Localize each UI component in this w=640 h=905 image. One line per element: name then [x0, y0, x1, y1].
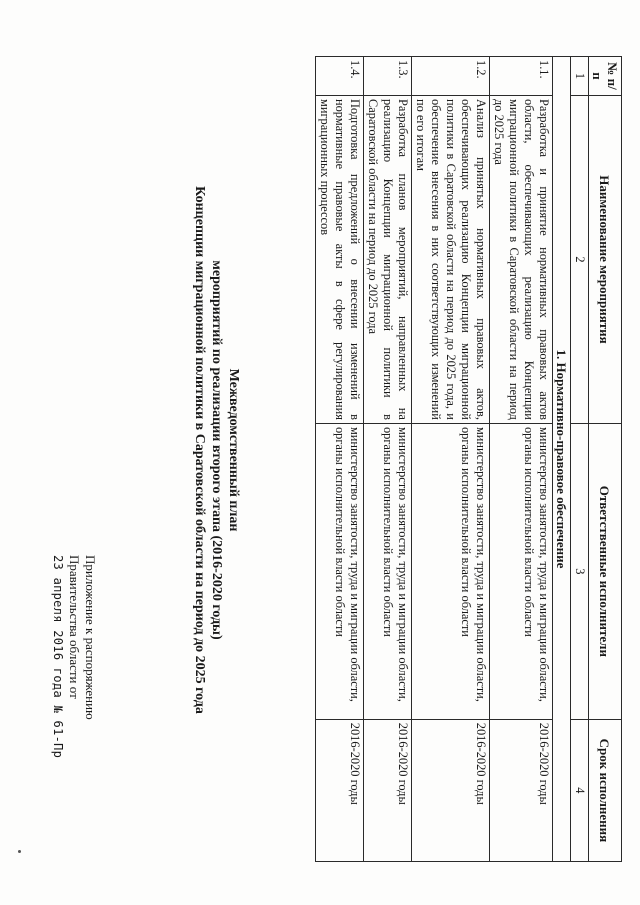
- appendix-line-1: Приложение к распоряжению: [83, 555, 98, 720]
- scan-speck: [18, 850, 21, 853]
- heading-line-3: Концепции миграционной политики в Саратовской области на период до 2025 года: [192, 186, 207, 714]
- column-number: 2: [571, 95, 589, 423]
- row-executors: министерство занятости, труда и миграции области, органы исполнительной власти области: [316, 423, 364, 719]
- row-action: Подготовка предложений о внесении изменений в нормативные правовые акты в сфере регулирования миграционных процессов: [316, 95, 364, 423]
- table-row: [316, 57, 364, 862]
- row-executors: министерство занятости, труда и миграции области, органы исполнительной власти области: [490, 423, 553, 719]
- row-number: 1.4.: [316, 57, 364, 96]
- row-number: 1.1.: [490, 57, 553, 96]
- section-row: [553, 57, 571, 862]
- row-executors: министерство занятости, труда и миграции области, органы исполнительной власти области: [412, 423, 490, 719]
- header-action: Наименование мероприятия: [589, 95, 622, 423]
- row-action: Разработка планов мероприятий, направленных на реализацию Концепции миграционной политики в Саратовской области на период до 2025 года: [364, 95, 412, 423]
- column-number: 3: [571, 423, 589, 719]
- row-action: Анализ принятых нормативных правовых актов, обеспечивающих реализацию Концепции миграционной политики в Саратовской области на период до 2025 года, и обеспечение внесения в них соответствующих изменений по его итогам: [412, 95, 490, 423]
- appendix-note: [50, 555, 98, 885]
- row-action: Разработка и принятие нормативных правовых актов области, обеспечивающих реализацию Концепции миграционной политики в Саратовской области на период до 2025 года: [490, 95, 553, 423]
- table-row: [364, 57, 412, 862]
- column-number: 1: [571, 57, 589, 96]
- section-title: 1. Нормативно-правовое обеспечение: [553, 57, 571, 862]
- column-number-row: [571, 57, 589, 862]
- header-row: [589, 57, 622, 862]
- header-term: Срок исполнения: [589, 719, 622, 861]
- header-executors: Ответственные исполнители: [589, 423, 622, 719]
- appendix-line-3: 23 апреля 2016 года № 61-Пр: [51, 555, 65, 759]
- row-number: 1.3.: [364, 57, 412, 96]
- row-term: 2016-2020 годы: [364, 719, 412, 861]
- row-executors: министерство занятости, труда и миграции области, органы исполнительной власти области: [364, 423, 412, 719]
- table-row: [412, 57, 490, 862]
- row-term: 2016-2020 годы: [490, 719, 553, 861]
- document-heading: [191, 150, 242, 750]
- row-number: 1.2.: [412, 57, 490, 96]
- header-number: № п/п: [589, 57, 622, 96]
- table-row: [490, 57, 553, 862]
- heading-line-2: мероприятий по реализации второго этапа (2016-2020 годы): [209, 260, 224, 640]
- column-number: 4: [571, 719, 589, 861]
- plan-table: [315, 56, 622, 862]
- appendix-line-2: Правительства области от: [67, 555, 82, 699]
- row-term: 2016-2020 годы: [316, 719, 364, 861]
- row-term: 2016-2020 годы: [412, 719, 490, 861]
- heading-line-1: Межведомственный план: [226, 368, 241, 532]
